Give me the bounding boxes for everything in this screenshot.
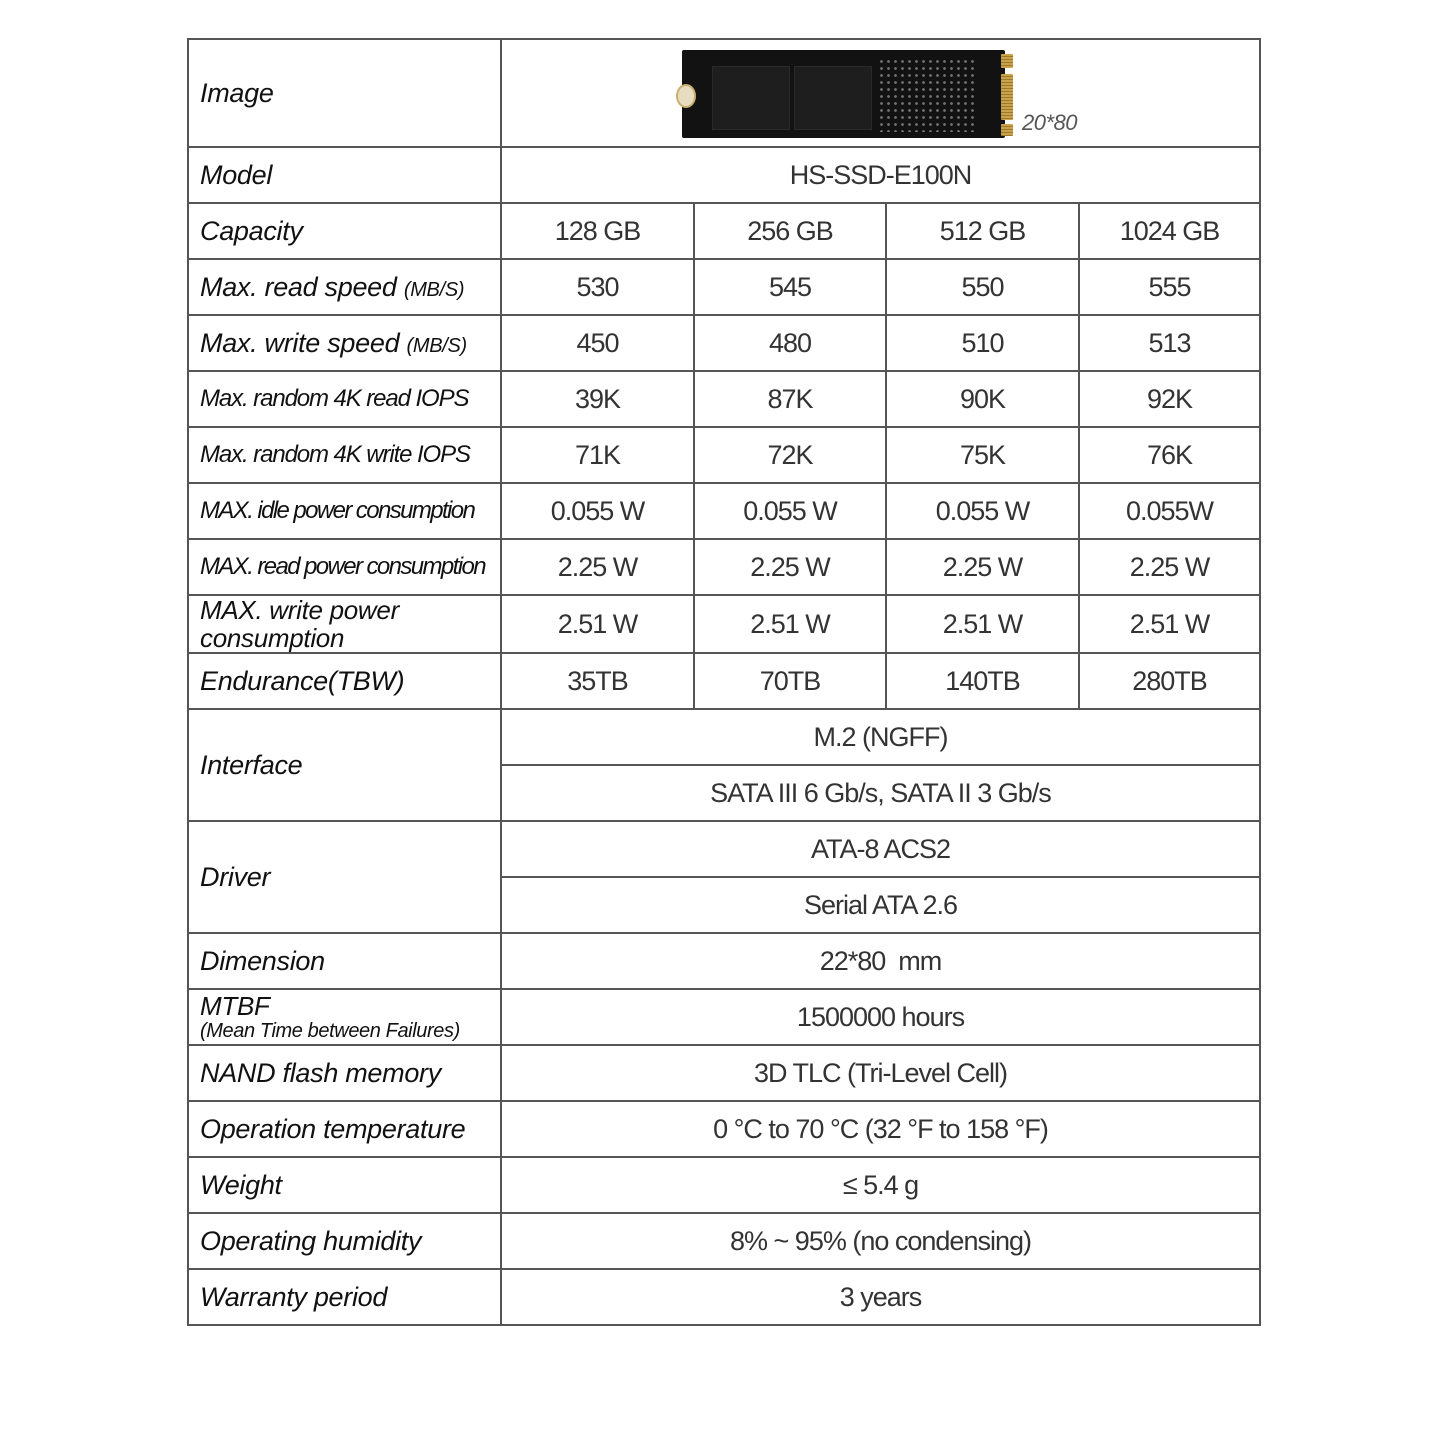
label-mtbf-main: MTBF — [200, 991, 270, 1021]
label-driver: Driver — [188, 821, 501, 933]
row-idle-power — [188, 483, 1260, 539]
label-idle-power: MAX. idle power consumption — [188, 483, 501, 539]
label-random-read-iops: Max. random 4K read IOPS — [188, 371, 501, 427]
label-write-speed — [188, 315, 501, 371]
value-warranty: 3 years — [501, 1269, 1260, 1325]
value-read-speed: 530 — [501, 259, 694, 315]
image-cell — [501, 39, 1260, 147]
value-read-power: 2.25 W — [694, 539, 886, 595]
value-nand: 3D TLC (Tri-Level Cell) — [501, 1045, 1260, 1101]
value-temperature: 0 °C to 70 °C (32 °F to 158 °F) — [501, 1101, 1260, 1157]
screw-notch-icon — [676, 84, 696, 108]
value-idle-power: 0.055 W — [886, 483, 1079, 539]
label-nand: NAND flash memory — [188, 1045, 501, 1101]
ssd-board-image — [682, 50, 1005, 138]
value-interface-bus: SATA III 6 Gb/s, SATA II 3 Gb/s — [501, 765, 1260, 821]
row-warranty — [188, 1269, 1260, 1325]
row-write-power — [188, 595, 1260, 653]
value-read-speed: 545 — [694, 259, 886, 315]
value-random-write-iops: 72K — [694, 427, 886, 483]
row-random-read-iops — [188, 371, 1260, 427]
value-endurance: 140TB — [886, 653, 1079, 709]
row-nand — [188, 1045, 1260, 1101]
row-interface — [188, 709, 1260, 765]
label-read-speed — [188, 259, 501, 315]
value-weight: ≤ 5.4 g — [501, 1157, 1260, 1213]
label-interface: Interface — [188, 709, 501, 821]
label-warranty: Warranty period — [188, 1269, 501, 1325]
value-endurance: 280TB — [1079, 653, 1260, 709]
row-image — [188, 39, 1260, 147]
spec-table — [187, 38, 1261, 1326]
value-capacity: 256 GB — [694, 203, 886, 259]
value-write-power: 2.51 W — [694, 595, 886, 653]
nand-chip-icon — [794, 66, 872, 130]
value-read-power: 2.25 W — [1079, 539, 1260, 595]
label-temperature: Operation temperature — [188, 1101, 501, 1157]
label-dimension: Dimension — [188, 933, 501, 989]
value-random-read-iops: 87K — [694, 371, 886, 427]
value-write-speed: 450 — [501, 315, 694, 371]
row-random-write-iops — [188, 427, 1260, 483]
value-random-read-iops: 92K — [1079, 371, 1260, 427]
label-mtbf-sub: (Mean Time between Failures) — [200, 1020, 460, 1042]
value-read-power: 2.25 W — [886, 539, 1079, 595]
value-write-speed: 480 — [694, 315, 886, 371]
value-idle-power: 0.055 W — [694, 483, 886, 539]
value-read-speed: 555 — [1079, 259, 1260, 315]
value-write-power: 2.51 W — [1079, 595, 1260, 653]
value-write-power: 2.51 W — [501, 595, 694, 653]
label-weight: Weight — [188, 1157, 501, 1213]
nand-chip-icon — [712, 66, 790, 130]
label-text: Max. read speed — [200, 271, 397, 302]
label-read-power: MAX. read power consumption — [188, 539, 501, 595]
label-write-power — [188, 595, 501, 653]
row-weight — [188, 1157, 1260, 1213]
label-humidity: Operating humidity — [188, 1213, 501, 1269]
label-image: Image — [188, 39, 501, 147]
label-line-1: MAX. write power — [200, 595, 399, 625]
size-caption: 20*80 — [1022, 110, 1078, 135]
label-model: Model — [188, 147, 501, 203]
value-random-read-iops: 39K — [501, 371, 694, 427]
row-dimension — [188, 933, 1260, 989]
gold-contacts-icon — [1001, 54, 1013, 68]
value-random-write-iops: 75K — [886, 427, 1079, 483]
value-random-write-iops: 71K — [501, 427, 694, 483]
value-endurance: 70TB — [694, 653, 886, 709]
value-random-write-iops: 76K — [1079, 427, 1260, 483]
value-read-speed: 550 — [886, 259, 1079, 315]
gold-contacts-icon — [1001, 124, 1013, 136]
row-humidity — [188, 1213, 1260, 1269]
value-write-speed: 513 — [1079, 315, 1260, 371]
label-mtbf — [188, 989, 501, 1045]
row-temperature — [188, 1101, 1260, 1157]
value-write-speed: 510 — [886, 315, 1079, 371]
value-driver-ata: ATA-8 ACS2 — [501, 821, 1260, 877]
label-unit: (MB/S) — [403, 278, 465, 301]
row-write-speed — [188, 315, 1260, 371]
label-endurance: Endurance(TBW) — [188, 653, 501, 709]
row-read-speed — [188, 259, 1260, 315]
label-line-2: consumption — [200, 623, 345, 653]
row-endurance — [188, 653, 1260, 709]
label-text: Max. write speed — [200, 327, 400, 358]
value-read-power: 2.25 W — [501, 539, 694, 595]
row-mtbf — [188, 989, 1260, 1045]
value-idle-power: 0.055W — [1079, 483, 1260, 539]
row-read-power — [188, 539, 1260, 595]
components-pattern — [878, 58, 978, 132]
value-random-read-iops: 90K — [886, 371, 1079, 427]
value-model: HS-SSD-E100N — [501, 147, 1260, 203]
value-capacity: 1024 GB — [1079, 203, 1260, 259]
label-unit: (MB/S) — [406, 334, 467, 357]
value-driver-serial: Serial ATA 2.6 — [501, 877, 1260, 933]
value-capacity: 128 GB — [501, 203, 694, 259]
value-dimension: 22*80 mm — [501, 933, 1260, 989]
gold-contacts-icon — [1001, 74, 1013, 120]
label-random-write-iops: Max. random 4K write IOPS — [188, 427, 501, 483]
value-mtbf: 1500000 hours — [501, 989, 1260, 1045]
row-driver — [188, 821, 1260, 877]
row-model — [188, 147, 1260, 203]
value-endurance: 35TB — [501, 653, 694, 709]
value-capacity: 512 GB — [886, 203, 1079, 259]
value-interface-form: M.2 (NGFF) — [501, 709, 1260, 765]
value-humidity: 8% ~ 95% (no condensing) — [501, 1213, 1260, 1269]
row-capacity — [188, 203, 1260, 259]
value-idle-power: 0.055 W — [501, 483, 694, 539]
value-write-power: 2.51 W — [886, 595, 1079, 653]
label-capacity: Capacity — [188, 203, 501, 259]
